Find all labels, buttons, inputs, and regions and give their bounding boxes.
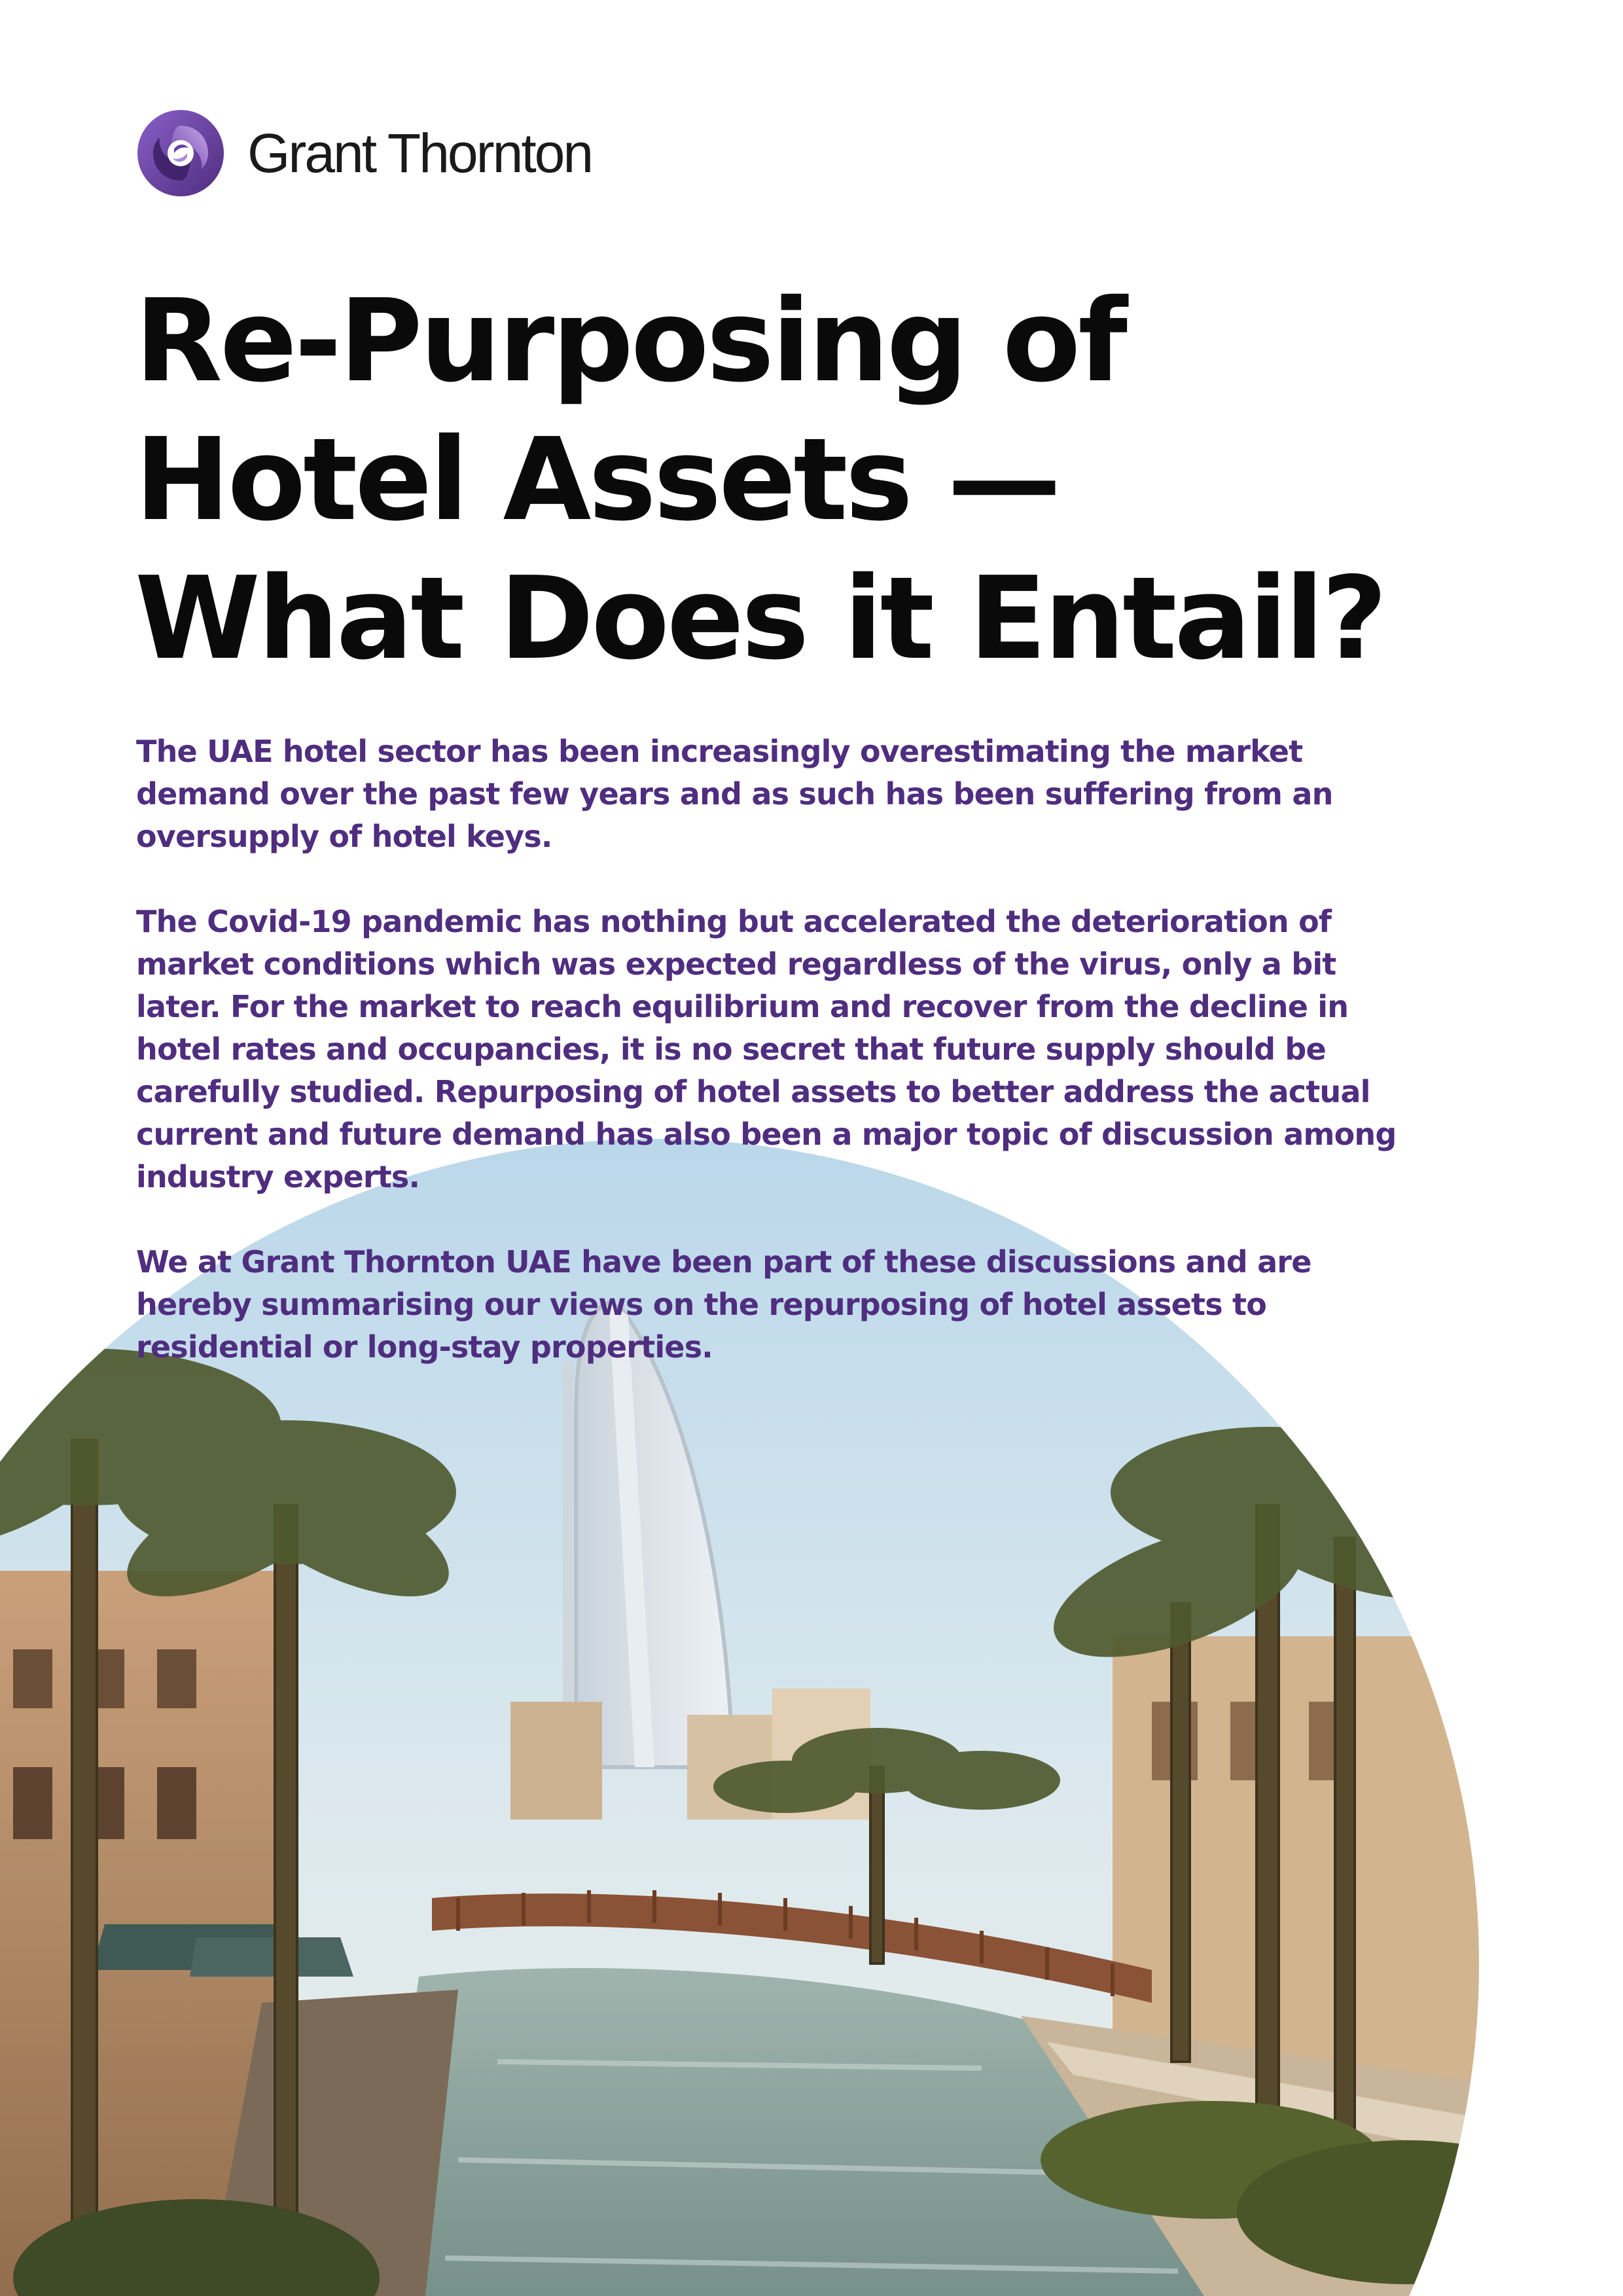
title-line: Re-Purposing of	[135, 275, 1125, 408]
paragraph: The UAE hotel sector has been increasingly overestimating the market demand over the past few years and as such has been suffering from an oversupply of hotel keys.	[136, 734, 1333, 854]
paragraph: The Covid-19 pandemic has nothing but accelerated the deterioration of market conditions which was expected regardless of the virus, only a bit later. For the market to reach equilibrium and recover from the decline in hotel rates and occupancies, it is no secret that future supply should be carefully studied. Repurposing of hotel assets to better address the actual current and future demand has also been a major topic of discussion among industry experts.	[136, 904, 1397, 1194]
intro-text	[136, 730, 1419, 1369]
title-line: Hotel Assets —	[135, 414, 1059, 547]
brand-name: Grant Thornton	[247, 122, 592, 184]
title-line: What Does it Entail?	[135, 552, 1385, 685]
paragraph: We at Grant Thornton UAE have been part of these discussions and are hereby summarising our views on the repurposing of hotel assets to residential or long-stay properties.	[136, 1244, 1311, 1365]
